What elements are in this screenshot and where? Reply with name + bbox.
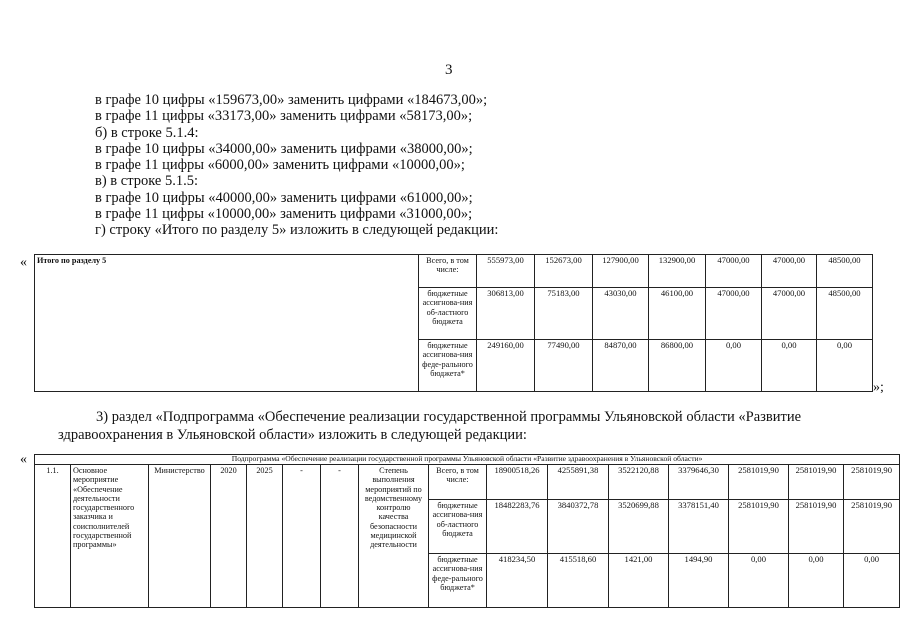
page-number: 3 bbox=[445, 62, 453, 78]
open-quote: « bbox=[20, 452, 27, 467]
value-cell: 249160,00 bbox=[477, 340, 535, 392]
value-cell: 418234,50 bbox=[487, 554, 548, 608]
open-quote: « bbox=[20, 255, 27, 270]
subprogram-header: Подпрограмма «Обеспечение реализации государственной программы Ульяновской области «Развитие здравоохранения в Ульяновской области» bbox=[35, 455, 900, 465]
instruction-line: в) в строке 5.1.5: bbox=[95, 173, 198, 190]
instruction-line: в графе 11 цифры «6000,00» заменить цифрами «10000,00»; bbox=[95, 157, 465, 174]
row-number: 1.1. bbox=[35, 465, 71, 608]
value-cell: 86800,00 bbox=[649, 340, 706, 392]
value-cell: 47000,00 bbox=[706, 288, 762, 340]
value-cell: 18900518,26 bbox=[487, 465, 548, 500]
value-cell: 0,00 bbox=[844, 554, 900, 608]
amendment-instructions bbox=[0, 92, 905, 239]
value-cell: 0,00 bbox=[789, 554, 844, 608]
paragraph-3 bbox=[58, 408, 888, 444]
value-cell: 1421,00 bbox=[609, 554, 669, 608]
instruction-line: в графе 10 цифры «40000,00» заменить цифрами «61000,00»; bbox=[95, 189, 473, 206]
paragraph-line: 3) раздел «Подпрограмма «Обеспечение реализации государственной программы Ульяновской области «Развитие bbox=[96, 409, 802, 425]
funding-type: бюджетные ассигнова-ния об-ластного бюджета bbox=[429, 500, 487, 554]
year-start: 2020 bbox=[211, 465, 247, 608]
instruction-line: б) в строке 5.1.4: bbox=[95, 124, 199, 141]
value-cell: 2581019,90 bbox=[729, 500, 789, 554]
subprogram-table bbox=[34, 454, 900, 608]
instruction-line: в графе 10 цифры «34000,00» заменить цифрами «38000,00»; bbox=[95, 140, 473, 157]
value-cell: 555973,00 bbox=[477, 255, 535, 288]
instruction-line: в графе 11 цифры «10000,00» заменить цифрами «31000,00»; bbox=[95, 206, 473, 223]
value-cell: 0,00 bbox=[762, 340, 817, 392]
value-cell: 306813,00 bbox=[477, 288, 535, 340]
funding-type: бюджетные ассигнова-ния феде-рального бюджета* bbox=[429, 554, 487, 608]
value-cell: 415518,60 bbox=[548, 554, 609, 608]
value-cell: 47000,00 bbox=[762, 255, 817, 288]
value-cell: 48500,00 bbox=[817, 255, 873, 288]
section5-total-label: Итого по разделу 5 bbox=[35, 255, 419, 392]
value-cell: 47000,00 bbox=[706, 255, 762, 288]
section5-total-table bbox=[34, 254, 873, 392]
value-cell: 46100,00 bbox=[649, 288, 706, 340]
close-quote: »; bbox=[873, 380, 884, 395]
value-cell: 4255891,38 bbox=[548, 465, 609, 500]
value-cell: 18482283,76 bbox=[487, 500, 548, 554]
value-cell: 0,00 bbox=[706, 340, 762, 392]
value-cell: 77490,00 bbox=[535, 340, 593, 392]
value-cell: 2581019,90 bbox=[844, 465, 900, 500]
value-cell: 3522120,88 bbox=[609, 465, 669, 500]
value-cell: 2581019,90 bbox=[844, 500, 900, 554]
indicator: Степень выполнения мероприятий по ведомственному контролю качества безопасности медицинской деятельности bbox=[359, 465, 429, 608]
funding-type: Всего, в том числе: bbox=[429, 465, 487, 500]
paragraph-line: здравоохранения в Ульяновской области» изложить в следующей редакции: bbox=[58, 427, 527, 443]
dash-cell: - bbox=[321, 465, 359, 608]
value-cell: 2581019,90 bbox=[789, 465, 844, 500]
value-cell: 3520699,88 bbox=[609, 500, 669, 554]
instruction-line: в графе 11 цифры «33173,00» заменить цифрами «58173,00»; bbox=[95, 108, 473, 125]
value-cell: 43030,00 bbox=[593, 288, 649, 340]
value-cell: 2581019,90 bbox=[789, 500, 844, 554]
value-cell: 132900,00 bbox=[649, 255, 706, 288]
value-cell: 0,00 bbox=[729, 554, 789, 608]
value-cell: 47000,00 bbox=[762, 288, 817, 340]
value-cell: 84870,00 bbox=[593, 340, 649, 392]
measure-name: Основное мероприятие «Обеспечение деятельности государственного заказчика и соисполнителей государственной программы» bbox=[71, 465, 149, 608]
instruction-line: г) строку «Итого по разделу 5» изложить в следующей редакции: bbox=[95, 222, 499, 239]
value-cell: 1494,90 bbox=[669, 554, 729, 608]
funding-type: бюджетные ассигнова-ния об-ластного бюджета bbox=[419, 288, 477, 340]
year-end: 2025 bbox=[247, 465, 283, 608]
value-cell: 48500,00 bbox=[817, 288, 873, 340]
funding-type: Всего, в том числе: bbox=[419, 255, 477, 288]
instruction-line: в графе 10 цифры «159673,00» заменить цифрами «184673,00»; bbox=[95, 92, 488, 108]
value-cell: 0,00 bbox=[817, 340, 873, 392]
dash-cell: - bbox=[283, 465, 321, 608]
value-cell: 75183,00 bbox=[535, 288, 593, 340]
value-cell: 3378151,40 bbox=[669, 500, 729, 554]
funding-type: бюджетные ассигнова-ния феде-рального бюджета* bbox=[419, 340, 477, 392]
value-cell: 3379646,30 bbox=[669, 465, 729, 500]
value-cell: 127900,00 bbox=[593, 255, 649, 288]
executor: Министерство bbox=[149, 465, 211, 608]
value-cell: 2581019,90 bbox=[729, 465, 789, 500]
value-cell: 3840372,78 bbox=[548, 500, 609, 554]
value-cell: 152673,00 bbox=[535, 255, 593, 288]
